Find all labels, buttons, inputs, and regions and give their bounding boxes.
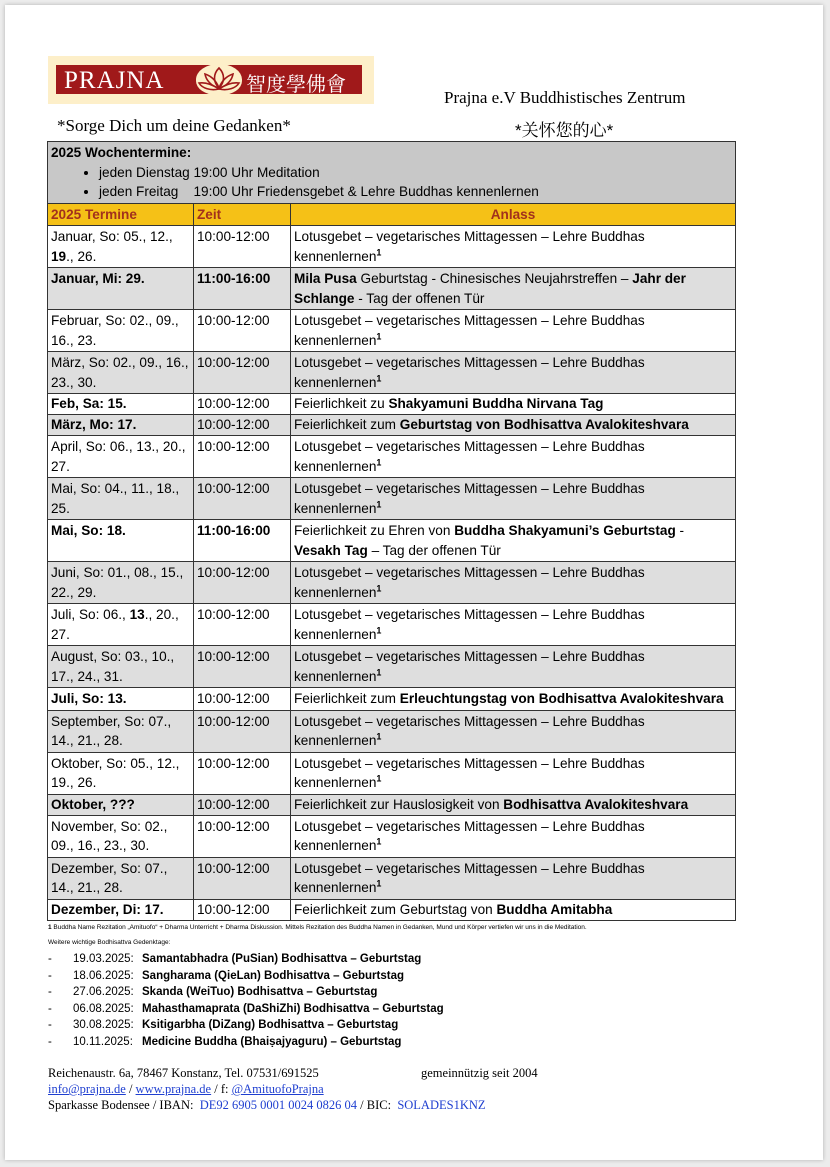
row-date [48,688,194,711]
row-date [48,710,194,752]
row-time [194,899,291,920]
weekly-box [48,142,736,204]
birthday-name: Mahasthamaprata (DaShiZhi) Bodhisattva – Geburtstag [142,1002,444,1015]
text: 10:00-12:00 [197,565,270,580]
birthday-item [48,1034,444,1051]
address: Reichenaustr. 6a, 78467 Konstanz, Tel. 07531/691525 [48,1066,319,1080]
row-date [48,520,194,562]
logo-chinese: 智度學佛會 [246,74,346,96]
row-time [194,710,291,752]
text: 10:00-12:00 [197,901,270,917]
table-row [48,688,736,711]
table-row [48,857,736,899]
row-date [48,226,194,268]
logo-name: PRAJNA [64,67,165,94]
row-event [291,520,736,562]
table-row [48,310,736,352]
text: Feierlichkeit zum Geburtstag von [294,901,497,917]
row-date [48,857,194,899]
row-event [291,310,736,352]
bold-text: Bodhisattva Avalokiteshvara [503,796,689,812]
table-row [48,436,736,478]
birthday-name: Ksitigarbha (DiZang) Bodhisattva – Geburtstag [142,1019,399,1031]
row-event [291,688,736,711]
table-row [48,899,736,920]
text: Lotusgebet – vegetarisches Mittagessen – Lehre Buddhas kennenlernen [294,565,645,600]
table-row [48,794,736,815]
footer-address-line [48,1066,538,1081]
row-date [48,415,194,436]
email-link[interactable]: info@prajna.de [48,1082,126,1096]
footer-bank-line [48,1098,486,1113]
table-row [48,562,736,604]
birthday-name: Sangharama (QieLan) Bodhisattva – Geburtstag [142,969,405,982]
text: Oktober, So: 05., 12., 19., 26. [51,755,180,790]
birthday-date: 19.03.2025: [73,953,134,965]
text: Feierlichkeit zu [294,396,389,411]
row-date [48,436,194,478]
text: 10:00-12:00 [197,229,270,244]
text: 10:00-12:00 [197,755,270,771]
row-event [291,857,736,899]
text: Januar, So: 05., 12., [51,229,173,244]
text: Lotusgebet – vegetarisches Mittagessen – Lehre Buddhas kennenlernen [294,439,645,474]
birthday-date: 27.06.2025: [73,986,134,998]
row-event [291,815,736,857]
bodhisattva-birthdays-list [48,951,444,1050]
bold-text: 13 [129,607,145,622]
table-row [48,752,736,794]
org-name: Prajna e.V Buddhistisches Zentrum [444,88,686,107]
birthday-date: 30.08.2025: [73,1019,134,1031]
row-event [291,226,736,268]
row-event [291,415,736,436]
table-row [48,815,736,857]
footnote-marker: 1 [376,666,382,677]
text: Juni, So: 01., 08., 15., 22., 29. [51,565,184,600]
row-event [291,394,736,415]
table-row [48,415,736,436]
row-date [48,899,194,920]
bic-label: / BIC: [357,1098,392,1112]
row-event [291,436,736,478]
row-event [291,899,736,920]
row-date [48,794,194,815]
bold-text: März, Mo: 17. [51,417,137,432]
row-event [291,752,736,794]
motto-chinese: *关怀您的心* [515,121,614,140]
list-dash: - [48,953,52,965]
table-row [48,478,736,520]
row-date [48,752,194,794]
text: 10:00-12:00 [197,396,270,411]
bold-text: Feb, Sa: 15. [51,396,127,411]
bold-text: Juli, So: 13. [51,691,127,706]
bold-text: Geburtstag von Bodhisattva Avalokiteshvara [399,417,689,432]
text: Lotusgebet – vegetarisches Mittagessen – Lehre Buddhas kennenlernen [294,607,645,642]
row-date [48,394,194,415]
footer-links-line [48,1082,324,1097]
text: 10:00-12:00 [197,313,270,328]
text: August, So: 03., 10., 17., 24., 31. [51,649,175,684]
table-row [48,710,736,752]
text: 10:00-12:00 [197,607,270,622]
birthday-item [48,984,444,1001]
column-header-event: Anlass [291,203,736,226]
row-date [48,352,194,394]
bold-text: Oktober, ??? [51,796,135,812]
weekly-list [51,163,732,202]
row-date [48,478,194,520]
text: Lotusgebet – vegetarisches Mittagessen – Lehre Buddhas kennenlernen [294,481,645,516]
footnote-text: Buddha Name Rezitation „Amituofo“ + Dharma Unterricht + Dharma Diskussion. Mittels Rezitation des Buddha Namen in Gedanken, Mund und Körper vertiefen wir uns in die Meditation. [51,924,587,931]
row-time [194,226,291,268]
footnote-marker: 1 [376,624,382,635]
text: Lotusgebet – vegetarisches Mittagessen – Lehre Buddhas kennenlernen [294,818,645,853]
bold-text: Shakyamuni Buddha Nirvana Tag [388,396,604,411]
row-event [291,710,736,752]
row-event [291,562,736,604]
text: ., 20., 27. [51,607,179,642]
weekly-item: • jeden Freitag 19:00 Uhr Friedensgebet & Lehre Buddhas kennenlernen [99,182,732,202]
row-time [194,436,291,478]
table-row [48,394,736,415]
footnote-marker: 1 [376,246,382,257]
row-event [291,478,736,520]
text: - [675,523,685,538]
facebook-link[interactable]: @AmituofoPrajna [231,1082,324,1096]
row-time [194,688,291,711]
birthday-name: Medicine Buddha (Bhaiṣajyaguru) – Geburtstag [142,1035,402,1048]
list-dash: - [48,969,52,982]
list-dash: - [48,986,52,998]
text: Lotusgebet – vegetarisches Mittagessen – Lehre Buddhas kennenlernen [294,755,645,790]
footnote-marker: 1 [376,456,382,467]
text: Juli, So: 06., [51,607,130,622]
birthday-date: 10.11.2025: [73,1035,133,1048]
text: Lotusgebet – vegetarisches Mittagessen – Lehre Buddhas kennenlernen [294,355,645,390]
text: Dezember, So: 07., 14., 21., 28. [51,860,168,895]
birthday-name: Samantabhadra (PuSian) Bodhisattva – Geburtstag [142,953,422,965]
row-time [194,415,291,436]
bank-label: Sparkasse Bodensee / IBAN: [48,1098,194,1112]
motto: *Sorge Dich um deine Gedanken* [57,116,291,135]
text: Lotusgebet – vegetarisches Mittagessen – Lehre Buddhas kennenlernen [294,860,645,895]
text: 10:00-12:00 [197,860,270,876]
text: März, So: 02., 09., 16., 23., 30. [51,355,189,390]
text: Feierlichkeit zu Ehren von [294,523,455,538]
birthday-date: 06.08.2025: [73,1002,134,1015]
nonprofit-since: gemeinnützig seit 2004 [421,1066,538,1080]
footnote-marker: 1 [376,878,382,889]
row-event [291,646,736,688]
row-time [194,604,291,646]
row-date [48,268,194,310]
bold-text: Jahr der Schlange [294,271,686,306]
list-dash: - [48,1035,52,1048]
bold-text: Buddha Shakyamuni’s Geburtstag [454,523,676,538]
row-date [48,646,194,688]
schedule-table [47,141,736,921]
column-header-row [48,203,736,226]
text: Lotusgebet – vegetarisches Mittagessen – Lehre Buddhas kennenlernen [294,713,645,748]
row-date [48,604,194,646]
text: Mai, So: 04., 11., 18., 25. [51,481,180,516]
text: 10:00-12:00 [197,713,270,729]
more-days-title: Weitere wichtige Bodhisattva Gedenktage: [48,939,171,946]
row-time [194,352,291,394]
weekly-title: 2025 Wochentermine: [51,145,192,160]
birthday-date: 18.06.2025: [73,969,134,982]
text: Februar, So: 02., 09., 16., 23. [51,313,179,348]
text: September, So: 07., 14., 21., 28. [51,713,172,748]
birthday-item [48,968,444,985]
footnote-marker: 1 [376,731,382,742]
text: November, So: 02., 09., 16., 23., 30. [51,818,168,853]
text: Lotusgebet – vegetarisches Mittagessen – Lehre Buddhas kennenlernen [294,229,645,264]
row-event [291,268,736,310]
text: 10:00-12:00 [197,417,270,432]
text: 10:00-12:00 [197,649,270,664]
text: 10:00-12:00 [197,439,270,454]
birthday-item [48,951,444,968]
text: Feierlichkeit zum [294,417,400,432]
bic: SOLADES1KNZ [397,1098,486,1112]
bold-text: Erleuchtungstag von Bodhisattva Avalokiteshvara [399,691,724,706]
row-time [194,478,291,520]
row-time [194,815,291,857]
bold-text: 11:00-16:00 [197,271,271,286]
separator: / [125,1082,136,1096]
text: Feierlichkeit zum [294,691,400,706]
birthday-item [48,1017,444,1034]
row-date [48,310,194,352]
bold-text: Mai, So: 18. [51,523,126,538]
table-row [48,352,736,394]
schedule-rows [48,226,736,921]
birthday-item [48,1001,444,1018]
text: Feierlichkeit zur Hauslosigkeit von [294,796,504,812]
column-header-date: 2025 Termine [48,203,194,226]
row-time [194,268,291,310]
facebook-label: / f: [211,1082,232,1096]
row-time [194,794,291,815]
bold-text: 19 [51,248,67,264]
text: 10:00-12:00 [197,691,270,706]
text: 10:00-12:00 [197,481,270,496]
row-date [48,815,194,857]
table-row [48,646,736,688]
row-time [194,520,291,562]
row-date [48,562,194,604]
bold-text: Januar, Mi: 29. [51,271,145,286]
text: Geburtstag - Chinesisches Neujahrstreffen – [356,271,633,286]
document-page [5,5,823,1160]
row-time [194,646,291,688]
footnote-number: 1 [48,924,52,931]
row-time [194,394,291,415]
iban: DE92 6905 0001 0024 0826 04 [199,1098,358,1112]
text: 10:00-12:00 [197,355,270,370]
text: - Tag der offenen Tür [354,290,485,306]
footnote [48,924,587,931]
weekly-item: • jeden Dienstag 19:00 Uhr Meditation [99,163,732,183]
bold-text: Dezember, Di: 17. [51,901,164,917]
bold-text: Vesakh Tag [294,542,368,558]
prajna-logo [48,56,374,104]
bold-text: Buddha Amitabha [496,901,613,917]
table-row [48,268,736,310]
footnote-marker: 1 [376,498,382,509]
website-link[interactable]: www.prajna.de [135,1082,212,1096]
text: 10:00-12:00 [197,818,270,834]
text: Lotusgebet – vegetarisches Mittagessen – Lehre Buddhas kennenlernen [294,649,645,684]
row-time [194,310,291,352]
text: – Tag der offenen Tür [367,542,501,558]
bold-text: Mila Pusa [294,271,357,286]
bold-text: 11:00-16:00 [197,523,271,538]
lotus-icon [196,64,242,95]
row-time [194,562,291,604]
weekly-header-row [48,142,736,204]
list-dash: - [48,1002,52,1015]
row-event [291,604,736,646]
footnote-marker: 1 [376,372,382,383]
table-row [48,226,736,268]
text: 10:00-12:00 [197,796,270,812]
row-time [194,752,291,794]
row-event [291,352,736,394]
text: Lotusgebet – vegetarisches Mittagessen – Lehre Buddhas kennenlernen [294,313,645,348]
table-row [48,604,736,646]
footnote-marker: 1 [376,836,382,847]
list-dash: - [48,1019,52,1031]
row-event [291,794,736,815]
footnote-marker: 1 [376,773,382,784]
logo-banner [56,65,362,94]
footnote-marker: 1 [376,330,382,341]
text: ., 26. [66,248,97,264]
footnote-marker: 1 [376,582,382,593]
row-time [194,857,291,899]
text: April, So: 06., 13., 20., 27. [51,439,186,474]
column-header-time: Zeit [194,203,291,226]
birthday-name: Skanda (WeiTuo) Bodhisattva – Geburtstag [142,986,378,998]
table-row [48,520,736,562]
